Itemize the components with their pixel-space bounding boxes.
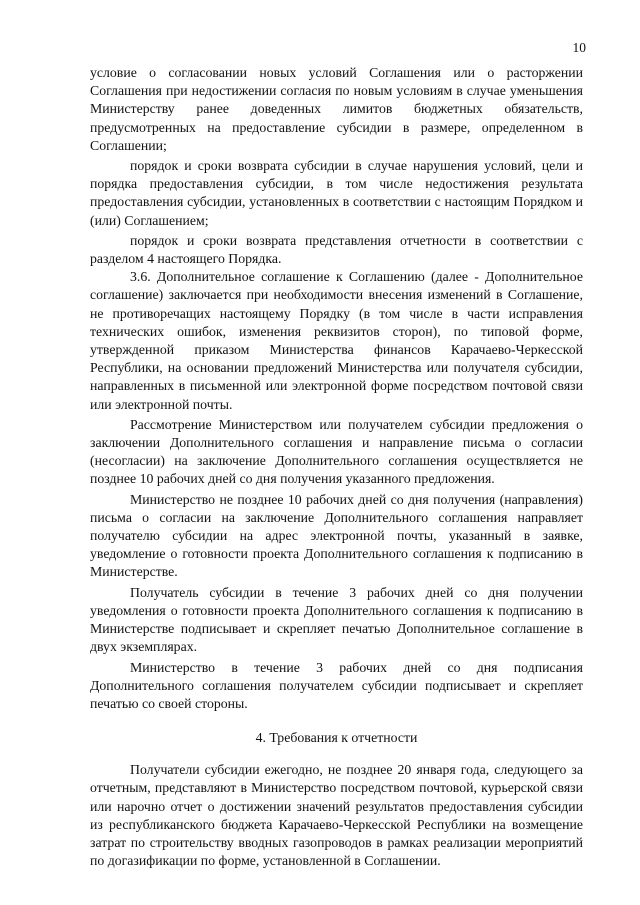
paragraph: Рассмотрение Министерством или получателем субсидии предложения о заключении Дополнительного соглашения и направление письма о согласии (несогласии) на заключение Дополнительного соглашения осуществляется не позднее 10 рабочих дней со дня получения указанного предложения. <box>90 416 583 487</box>
paragraph: условие о согласовании новых условий Соглашения или о расторжении Соглашения при недостижении согласия по новым условиям в случае уменьшения Министерству ранее доведенных лимитов бюджетных обязательств, предусмотренных на предоставление субсидии в размере, определенном в Соглашении; <box>90 65 583 153</box>
paragraph: Министерство в течение 3 рабочих дней со дня подписания Дополнительного соглашения получателем субсидии подписывает и скрепляет печатью со своей стороны. <box>90 659 583 711</box>
paragraph: Министерство не позднее 10 рабочих дней со дня получения (направления) письма о согласии на заключение Дополнительного соглашения направляет получателю субсидии на адрес электронной почты, указанный в заявке, уведомление о готовности проекта Дополнительного соглашения к подписанию в Министерстве. <box>90 491 583 580</box>
paragraph: порядок и сроки возврата представления отчетности в соответствии с разделом 4 настоящего Порядка. <box>90 232 583 267</box>
paragraph: Получатель субсидии в течение 3 рабочих дней со дня получении уведомления о готовности проекта Дополнительного соглашения к подписанию в Министерстве подписывает и скрепляет печатью Дополнительное соглашение в двух экземплярах. <box>90 584 583 655</box>
section-heading: 4. Требования к отчетности <box>255 730 418 746</box>
page-number: 10 <box>572 40 586 55</box>
paragraph: 3.6. Дополнительное соглашение к Соглашению (далее - Дополнительное соглашение) заключается при необходимости внесения изменений в Соглашение, не противоречащих настоящему Порядку (в том числе в части исправления технических ошибок, изменения реквизитов сторон), по типовой форме, утвержденной приказом Министерства финансов Карачаево-Черкесской Республики, на основании предложений Министерства или получателя субсидии, направленных в письменной или электронной форме посредством почтовой связи или электронной почты. <box>90 269 583 412</box>
paragraph: Получатели субсидии ежегодно, не позднее 20 января года, следующего за отчетным, представляют в Министерство посредством почтовой, курьерской связи или нарочно отчет о достижении значений результатов предоставления субсидии из республиканского бюджета Карачаево-Черкесской Республики на возмещение затрат по строительству вводных газопроводов в рамках реализации мероприятий по догазификации по форме, установленной в Соглашении. <box>90 762 583 869</box>
document-body <box>90 64 583 870</box>
paragraph: порядок и сроки возврата субсидии в случае нарушения условий, цели и порядка предоставления субсидии, в том числе недостижения результата предоставления субсидии, установленных в соответствии с настоящим Порядком и (или) Соглашением; <box>90 158 583 228</box>
